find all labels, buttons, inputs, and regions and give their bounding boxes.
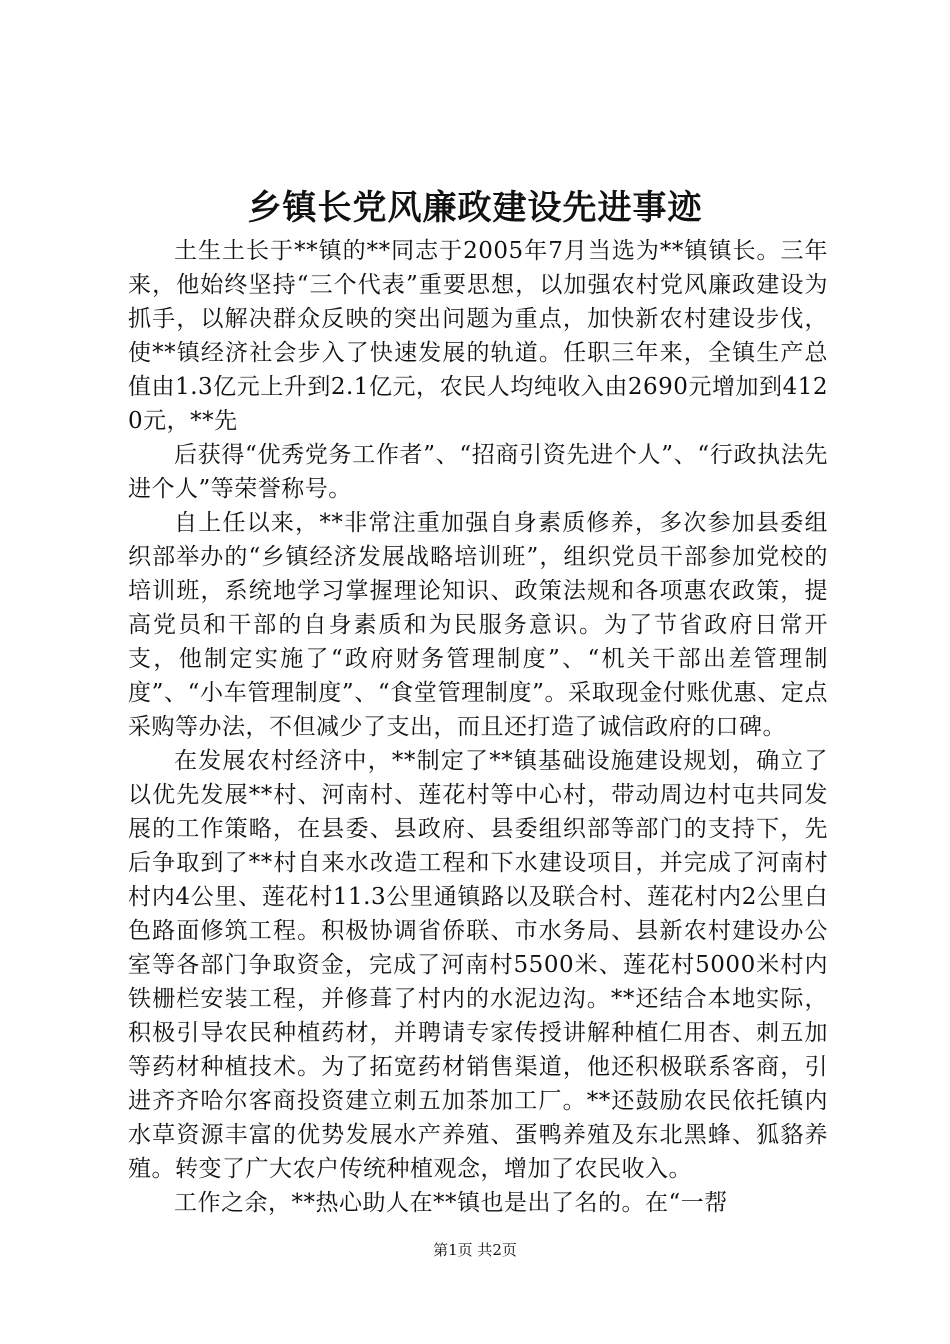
paragraph-3: 自上任以来，**非常注重加强自身素质修养，多次参加县委组织部举办的“乡镇经济发展战略培训班”，组织党员干部参加党校的培训班，系统地学习掌握理论知识、政策法规和各项惠农政策，提高党员和干部的自身素质和为民服务意识。为了节省政府日常开支，他制定实施了“政府财务管理制度”、“机关干部出差管理制度”、“小车管理制度”、“食堂管理制度”。采取现金付账优惠、定点采购等办法，不但减少了支出，而且还打造了诚信政府的口碑。 xyxy=(128,510,828,740)
document-body xyxy=(128,234,828,1220)
page-footer: 第1页 共2页 xyxy=(433,1241,517,1259)
paragraph-1: 土生土长于**镇的**同志于2005年7月当选为**镇镇长。三年来，他始终坚持“三个代表”重要思想，以加强农村党风廉政建设为抓手，以解决群众反映的突出问题为重点，加快新农村建设步伐，使**镇经济社会步入了快速发展的轨道。任职三年来，全镇生产总值由1.3亿元上升到2.1亿元，农民人均纯收入由2690元增加到4120元，**先 xyxy=(128,238,828,434)
paragraph-5: 工作之余，**热心助人在**镇也是出了名的。在“一帮 xyxy=(174,1190,728,1216)
paragraph-4: 在发展农村经济中，**制定了**镇基础设施建设规划，确立了以优先发展**村、河南村、莲花村等中心村，带动周边村屯共同发展的工作策略，在县委、县政府、县委组织部等部门的支持下，先后争取到了**村自来水改造工程和下水建设项目，并完成了河南村村内4公里、莲花村11.3公里通镇路以及联合村、莲花村内2公里白色路面修筑工程。积极协调省侨联、市水务局、县新农村建设办公室等各部门争取资金，完成了河南村5500米、莲花村5000米村内铁栅栏安装工程，并修葺了村内的水泥边沟。**还结合本地实际，积极引导农民种植药材，并聘请专家传授讲解种植仁用杏、刺五加等药材种植技术。为了拓宽药材销售渠道，他还积极联系客商，引进齐齐哈尔客商投资建立刺五加茶加工厂。**还鼓励农民依托镇内水草资源丰富的优势发展水产养殖、蛋鸭养殖及东北黑蜂、狐貉养殖。转变了广大农户传统种植观念，增加了农民收入。 xyxy=(128,748,828,1182)
document-title: 乡镇长党风廉政建设先进事迹 xyxy=(247,188,703,228)
paragraph-2: 后获得“优秀党务工作者”、“招商引资先进个人”、“行政执法先进个人”等荣誉称号。 xyxy=(128,442,828,502)
